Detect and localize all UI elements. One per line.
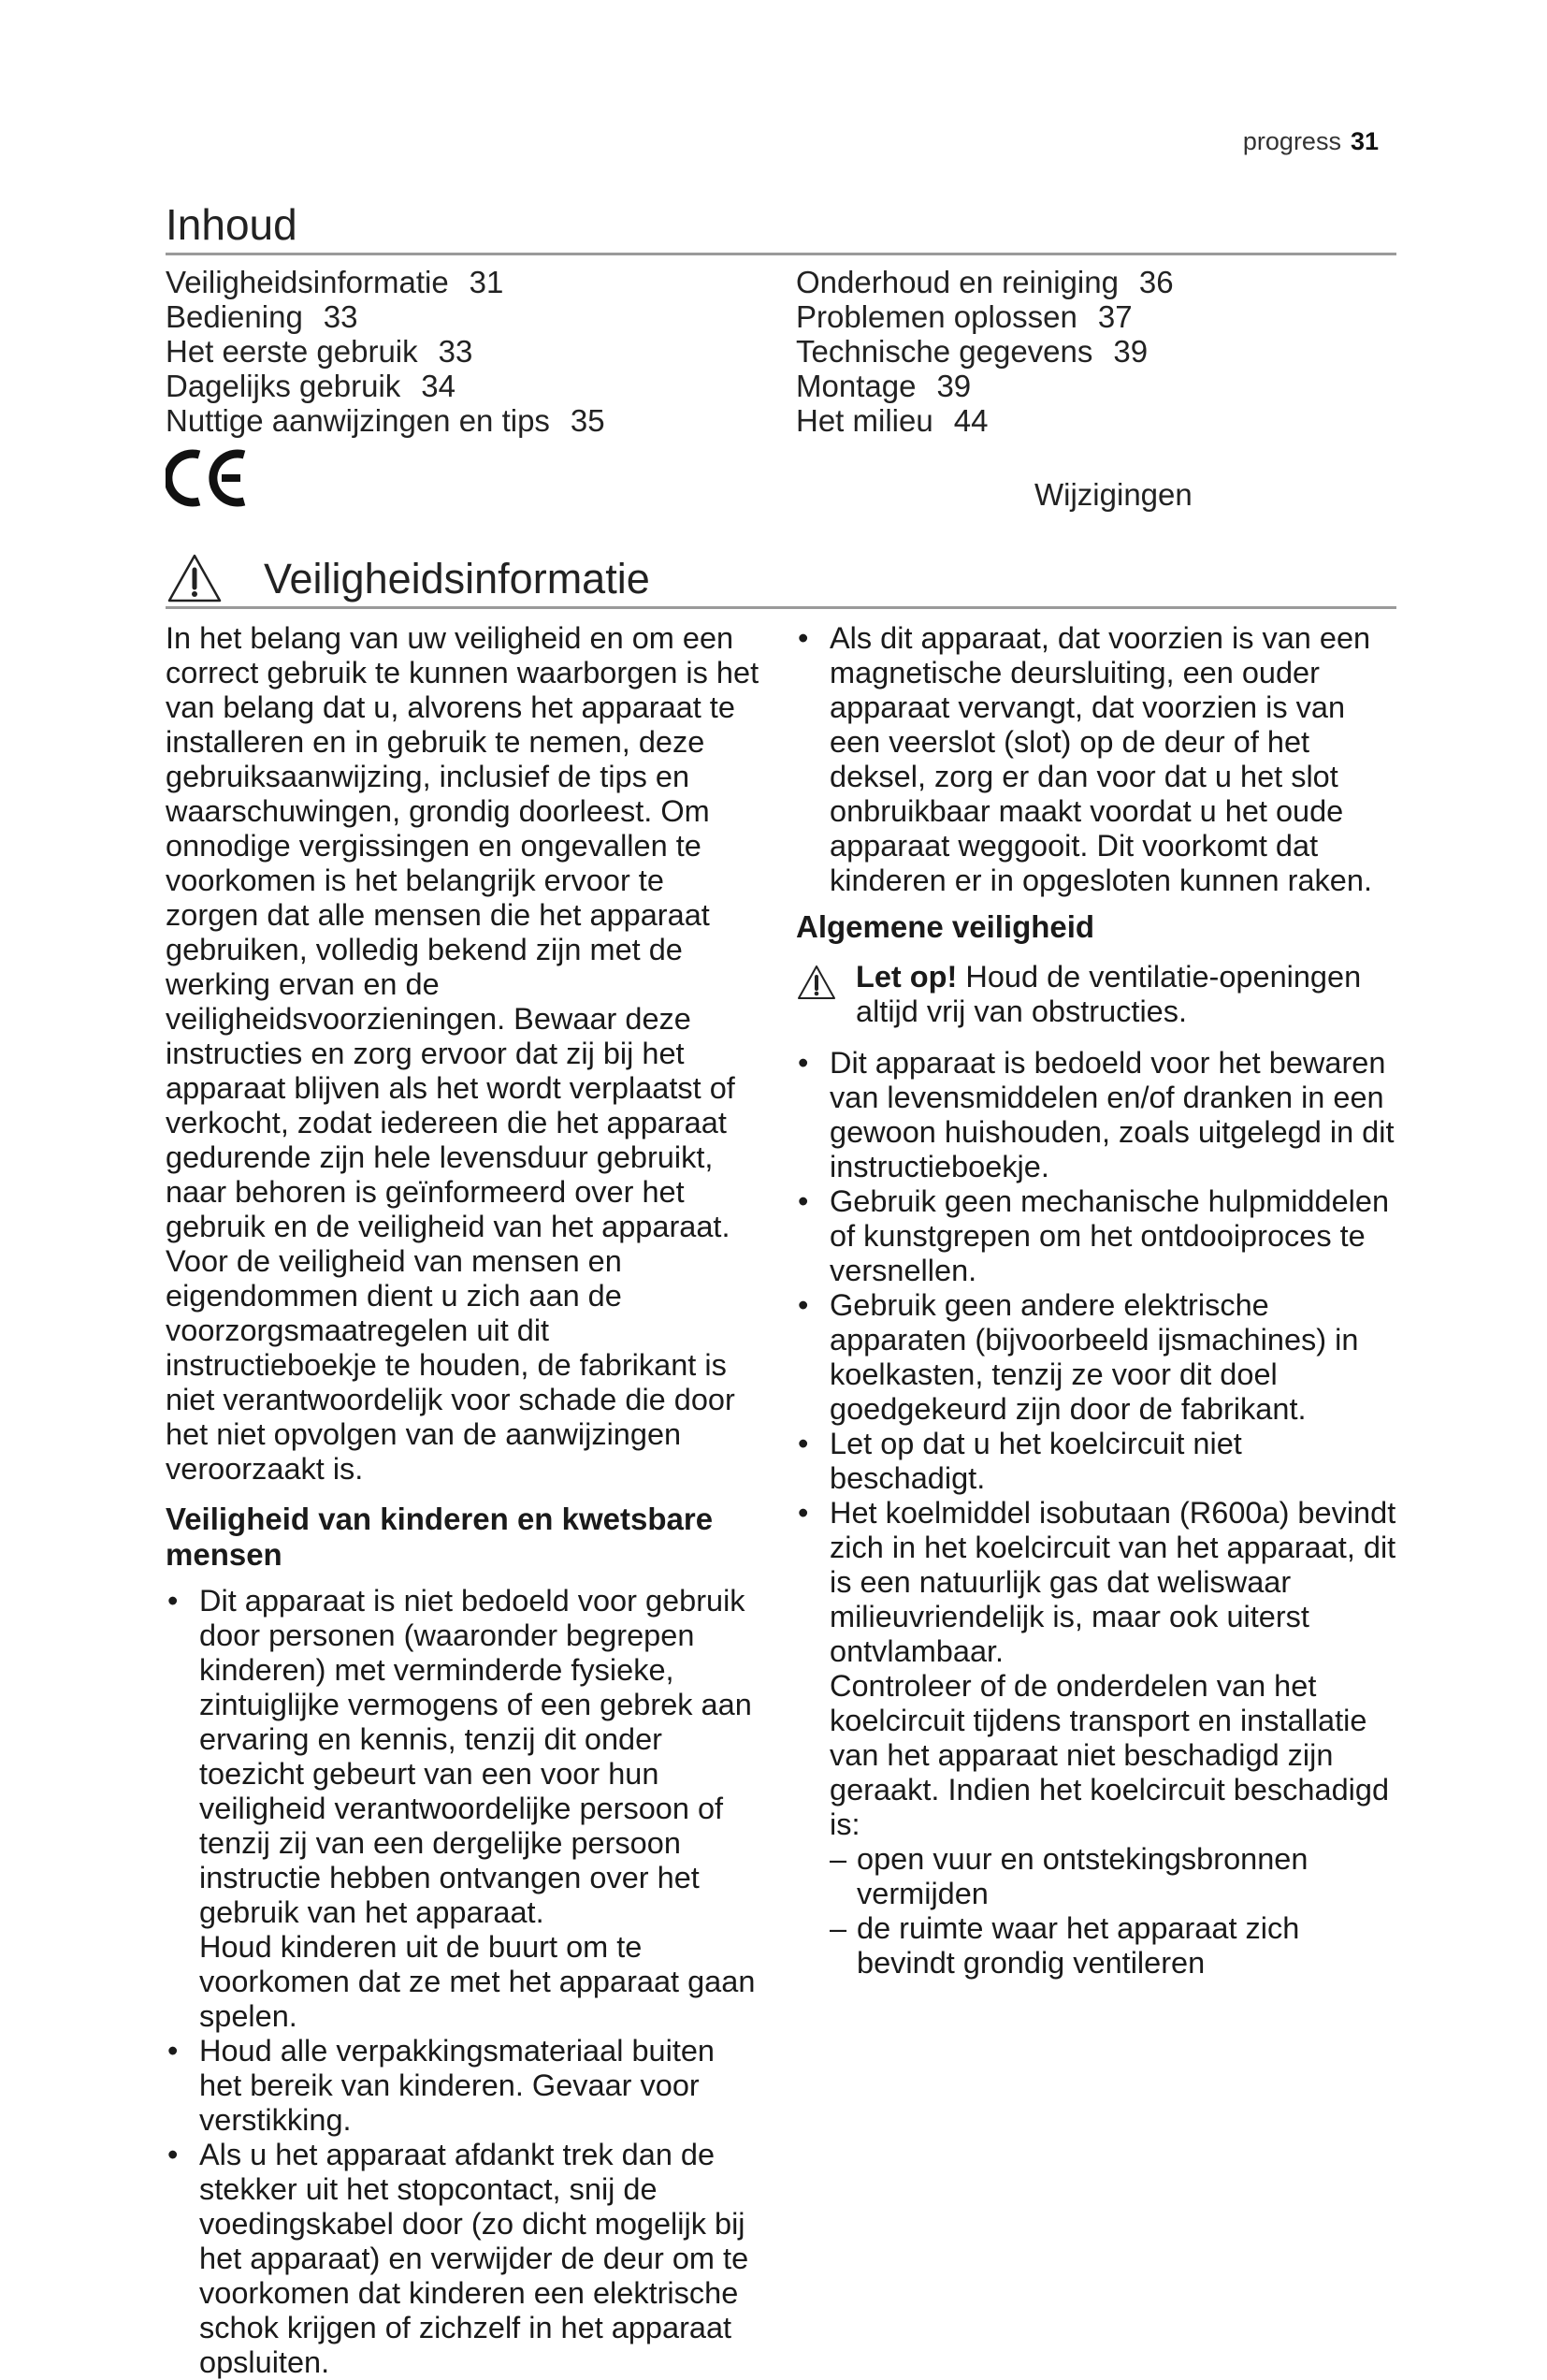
subsection-heading: Algemene veiligheid bbox=[796, 909, 1095, 944]
page-header bbox=[1243, 127, 1379, 156]
list-item: • Gebruik geen mechanische hulpmiddelen of kunstgrepen om het ontdooiproces te versnellen. bbox=[796, 1184, 1396, 1288]
warning-triangle-icon bbox=[796, 964, 837, 1001]
toc-title: Inhoud bbox=[166, 200, 297, 249]
subsection-heading: Veiligheid van kinderen en kwetsbare mensen bbox=[166, 1502, 714, 1572]
list-item: • Gebruik geen andere elektrische apparaten (bijvoorbeeld ijsmachines) in koelkasten, tenzij ze voor dit doel goedgekeurd zijn door de fabrikant. bbox=[796, 1288, 1396, 1427]
toc-left-column bbox=[166, 265, 764, 438]
toc-entry[interactable]: Problemen oplossen 37 bbox=[796, 299, 1133, 334]
list-item: • Dit apparaat is niet bedoeld voor gebruik door personen (waaronder begrepen kinderen) met verminderde fysieke, zintuiglijke vermogens of een gebrek aan ervaring en kennis, tenzij dit onder toezicht gebeurt van een voor hun veiligheid verantwoordelijke persoon of tenzij zij van een dergelijke persoon instructie hebben ontvangen over het gebruik van het apparaat. bbox=[166, 1584, 764, 1930]
list-item: • Als u het apparaat afdankt trek dan de stekker uit het stopcontact, snij de voedingskabel door (zo dicht mogelijk bij het apparaat) en verwijder de deur om te voorkomen dat kinderen een elektrische schok krijgen of zichzelf in het apparaat opsluiten. bbox=[166, 2138, 764, 2380]
intro-paragraph: In het belang van uw veiligheid en om een correct gebruik te kunnen waarborgen is het van belang dat u, alvorens het apparaat te installeren en in gebruik te nemen, deze gebruiksaanwijzing, inclusief de tips en waarschuwingen, grondig doorleest. Om onnodige vergissingen en ongevallen te voorkomen is het belangrijk ervoor te zorgen dat alle mensen die het apparaat gebruiken, volledig bekend zijn met de werking ervan en de veiligheidsvoorzieningen. Bewaar deze instructies en zorg ervoor dat zij bij het apparaat blijven als het wordt verplaatst of verkocht, zodat iedereen die het apparaat gedurende zijn hele levensduur gebruikt, naar behoren is geïnformeerd over het gebruik en de veiligheid van het apparaat. bbox=[166, 621, 759, 1243]
intro-paragraph: Voor de veiligheid van mensen en eigendommen dient u zich aan de voorzorgsmaatregelen uit dit instructieboekje te houden, de fabrikant is niet verantwoordelijk voor schade die door het niet opvolgen van de aanwijzingen veroorzaakt is. bbox=[166, 1244, 735, 1486]
list-item: • Houd alle verpakkingsmateriaal buiten het bereik van kinderen. Gevaar voor verstikking. bbox=[166, 2034, 764, 2138]
toc-right-column bbox=[796, 265, 1395, 438]
sub-list-item: – open vuur en ontstekingsbronnen vermijden bbox=[796, 1842, 1396, 1911]
section-title: Veiligheidsinformatie bbox=[264, 555, 650, 602]
toc-divider bbox=[166, 253, 1396, 255]
toc-entry[interactable]: Technische gegevens 39 bbox=[796, 334, 1149, 369]
section-divider bbox=[166, 606, 1396, 609]
list-item-continuation: Controleer of de onderdelen van het koelcircuit tijdens transport en installatie van het apparaat niet beschadigd zijn geraakt. Indien het koelcircuit beschadigd is: bbox=[830, 1669, 1390, 1841]
toc-entry[interactable]: Veiligheidsinformatie 31 bbox=[166, 265, 504, 299]
right-column bbox=[796, 621, 1396, 1981]
warning-note bbox=[796, 960, 1396, 1029]
warning-text: Houd de ventilatie-openingen altijd vrij van obstructies. bbox=[856, 960, 1362, 1028]
brand-name: progress bbox=[1242, 127, 1341, 155]
page-number: 31 bbox=[1350, 127, 1379, 155]
list-item: • Let op dat u het koelcircuit niet beschadigt. bbox=[796, 1427, 1396, 1496]
changes-note: Wijzigingen bbox=[1034, 477, 1193, 512]
ce-mark-icon bbox=[166, 447, 250, 509]
toc-entry[interactable]: Het eerste gebruik 33 bbox=[166, 334, 473, 369]
warning-label: Let op! bbox=[856, 960, 958, 994]
toc-entry[interactable]: Dagelijks gebruik 34 bbox=[166, 369, 456, 403]
left-column bbox=[166, 621, 764, 2380]
toc-entry[interactable]: Nuttige aanwijzingen en tips 35 bbox=[166, 403, 605, 438]
warning-triangle-icon bbox=[166, 552, 224, 604]
toc-entry[interactable]: Onderhoud en reiniging 36 bbox=[796, 265, 1174, 299]
toc-entry[interactable]: Het milieu 44 bbox=[796, 403, 989, 438]
sub-list-item: – de ruimte waar het apparaat zich bevindt grondig ventileren bbox=[796, 1911, 1396, 1981]
toc-entry[interactable]: Bediening 33 bbox=[166, 299, 358, 334]
list-item: • Het koelmiddel isobutaan (R600a) bevindt zich in het koelcircuit van het apparaat, dit is een natuurlijk gas dat weliswaar milieuvriendelijk is, maar ook uiterst ontvlambaar. bbox=[796, 1496, 1396, 1669]
list-item: • Als dit apparaat, dat voorzien is van een magnetische deursluiting, een ouder apparaat vervangt, dat voorzien is van een veerslot (slot) op de deur of het deksel, zorg er dan voor dat u het slot onbruikbaar maakt voordat u het oude apparaat weggooit. Dit voorkomt dat kinderen er in opgesloten kunnen raken. bbox=[796, 621, 1396, 898]
list-item-continuation: Houd kinderen uit de buurt om te voorkomen dat ze met het apparaat gaan spelen. bbox=[199, 1930, 756, 2033]
toc-entry[interactable]: Montage 39 bbox=[796, 369, 972, 403]
list-item: • Dit apparaat is bedoeld voor het bewaren van levensmiddelen en/of dranken in een gewoon huishouden, zoals uitgelegd in dit instructieboekje. bbox=[796, 1046, 1396, 1184]
